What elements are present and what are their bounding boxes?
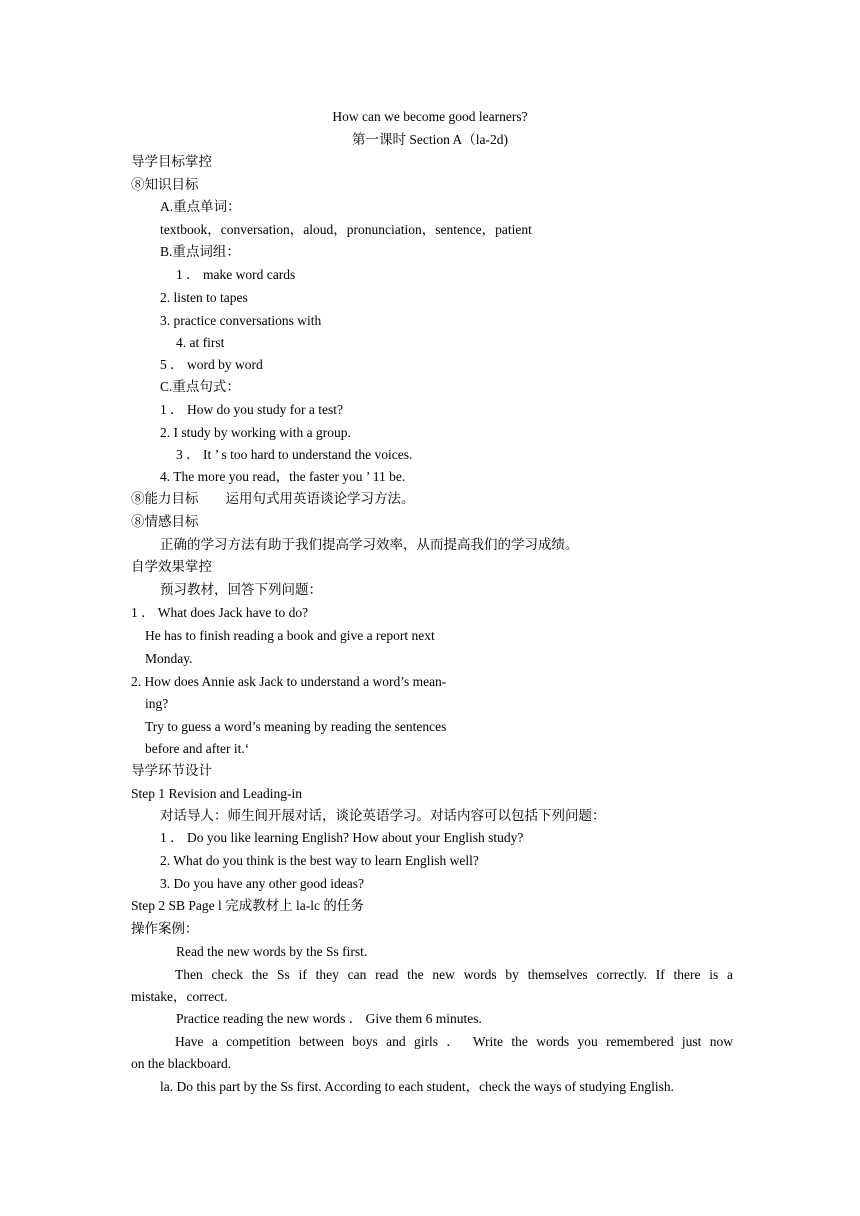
section-heading-self-study: 自学效果掌控 bbox=[131, 559, 212, 574]
key-sentence-item: 4. The more you read，the faster you ’ 11 be. bbox=[160, 469, 406, 484]
section-heading-objectives: 导学目标掌控 bbox=[131, 154, 212, 169]
document-subtitle: 第一课时 Section A（la-2d) bbox=[352, 132, 508, 147]
document-title: How can we become good learners? bbox=[332, 109, 528, 124]
section-heading-design: 导学环节设计 bbox=[131, 763, 212, 778]
emotional-goal-text: 正确的学习方法有助于我们提高学习效率，从而提高我们的学习成绩。 bbox=[160, 537, 579, 552]
dialogue-question: 1 ． Do you like learning English? How about your English study? bbox=[160, 830, 524, 845]
case-paragraph-line: Then check the Ss if they can read the new words by themselves correctly. If there is a bbox=[175, 967, 733, 982]
answer-text: Try to guess a word’s meaning by reading the sentences bbox=[145, 719, 447, 734]
case-heading: 操作案例： bbox=[131, 921, 199, 936]
case-paragraph: Practice reading the new words ． Give them 6 minutes. bbox=[176, 1011, 482, 1026]
ability-goal: ⑧能力目标 运用句式用英语谈论学习方法。 bbox=[131, 491, 415, 506]
key-phrases-heading: B.重点词组： bbox=[160, 244, 240, 259]
key-words-heading: A.重点单词： bbox=[160, 199, 241, 214]
case-paragraph-line: mistake，correct. bbox=[131, 989, 228, 1004]
answer-text: Monday. bbox=[145, 651, 193, 666]
dialogue-intro: 对话导人：师生间开展对话，谈论英语学习。对话内容可以包括下列问题： bbox=[160, 808, 606, 823]
key-words-list: textbook，conversation，aloud，pronunciation，sentence，patient bbox=[160, 222, 532, 237]
dialogue-question: 3. Do you have any other good ideas? bbox=[160, 876, 364, 891]
key-sentences-heading: C.重点句式： bbox=[160, 379, 240, 394]
case-paragraph-line-justified bbox=[130, 1033, 733, 1051]
key-phrase-item: 5 ． word by word bbox=[160, 357, 263, 372]
step-heading: Step 2 SB Page l 完成教材上 la-lc 的任务 bbox=[131, 898, 364, 913]
emotional-goal-heading: ⑧情感目标 bbox=[131, 514, 199, 529]
key-sentence-item: 1 ． How do you study for a test? bbox=[160, 402, 343, 417]
knowledge-goal-heading: ⑧知识目标 bbox=[131, 177, 199, 192]
answer-text: He has to finish reading a book and give a report next bbox=[145, 628, 435, 643]
step-heading: Step 1 Revision and Leading-in bbox=[131, 786, 302, 801]
key-phrase-item: 3. practice conversations with bbox=[160, 313, 322, 328]
preview-instruction: 预习教材，回答下列问题： bbox=[160, 582, 322, 597]
key-sentence-item: 3 ． It ’ s too hard to understand the voices. bbox=[176, 447, 413, 462]
case-paragraph: Read the new words by the Ss first. bbox=[176, 944, 368, 959]
key-sentence-item: 2. I study by working with a group. bbox=[160, 425, 351, 440]
case-paragraph-line-justified bbox=[130, 966, 733, 984]
answer-text: before and after it.‘ bbox=[145, 741, 250, 756]
key-phrase-item: 4. at first bbox=[176, 335, 225, 350]
key-phrase-item: 1 ． make word cards bbox=[176, 267, 296, 282]
case-paragraph-line: on the blackboard. bbox=[131, 1056, 232, 1071]
dialogue-question: 2. What do you think is the best way to learn English well? bbox=[160, 853, 479, 868]
question-item: 2. How does Annie ask Jack to understand a word’s mean- bbox=[131, 674, 447, 689]
case-paragraph-line: Have a competition between boys and girls ． Write the words you remembered just now bbox=[175, 1034, 733, 1049]
question-item-continued: ing? bbox=[145, 696, 169, 711]
case-paragraph: la. Do this part by the Ss first. According to each student，check the ways of studying English. bbox=[160, 1079, 675, 1094]
key-phrase-item: 2. listen to tapes bbox=[160, 290, 248, 305]
question-item: 1 ． What does Jack have to do? bbox=[131, 605, 309, 620]
